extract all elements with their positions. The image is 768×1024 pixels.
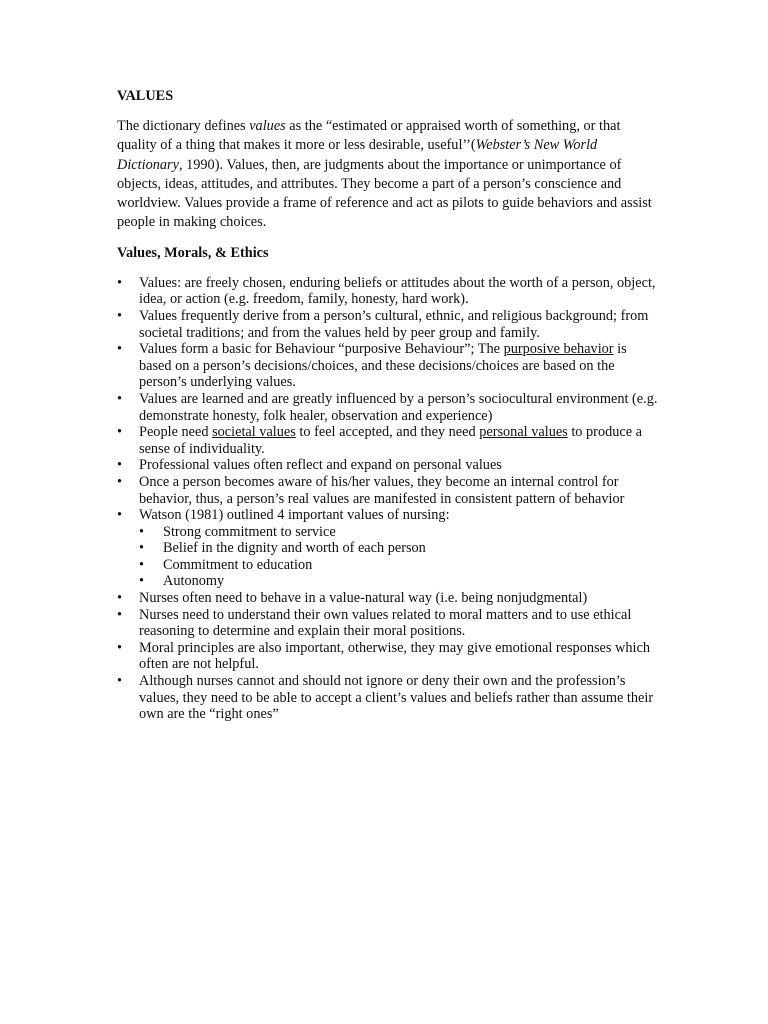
intro-text-2: as the “estimated or appraised worth of something, or that quality of a thing that makes it more or less desirable, useful’’( [117, 118, 621, 154]
bullet-item: • Once a person becomes aware of his/her values, they become an internal control for behavior, thus, a person’s real values are manifested in consistent pattern of behavior [117, 474, 658, 507]
sub-bullet-item: • Autonomy [139, 573, 658, 590]
bullet-item: • Values: are freely chosen, enduring beliefs or attitudes about the worth of a person, object, idea, or action (e.g. freedom, family, honesty, hard work). [117, 275, 658, 308]
bullet-text: People need [139, 424, 213, 441]
bullet-item [117, 507, 658, 590]
bullet-item [117, 424, 658, 457]
underlined-term: societal values [212, 424, 296, 441]
sub-bullet-item: • Belief in the dignity and worth of each person [139, 540, 658, 557]
bullet-item: • Nurses need to understand their own values related to moral matters and to use ethical reasoning to determine and explain their moral positions. [117, 607, 658, 640]
bullet-text: to produce a sense of individuality. [139, 424, 643, 457]
intro-paragraph [117, 117, 658, 233]
bullet-item: • Professional values often reflect and expand on personal values [117, 457, 658, 474]
bullet-item: • Nurses often need to behave in a value-natural way (i.e. being nonjudgmental) [117, 590, 658, 607]
bullet-text: Values form a basic for Behaviour “purposive Behaviour”; The [139, 341, 504, 358]
bullet-item: • Although nurses cannot and should not ignore or deny their own and the profession’s values, they need to be able to accept a client’s values and beliefs rather than assume their own are the “right ones” [117, 673, 658, 723]
bullet-item [117, 341, 658, 391]
bullet-text: Watson (1981) outlined 4 important values of nursing: [139, 507, 450, 524]
underlined-term: personal values [479, 424, 568, 441]
bullet-list [117, 275, 658, 723]
underlined-term: purposive behavior [503, 341, 614, 358]
intro-italic-citation: Webster’s New World Dictionary [117, 137, 598, 173]
sub-bullet-item: • Commitment to education [139, 557, 658, 574]
bullet-item: • Values frequently derive from a person’s cultural, ethnic, and religious background; from societal traditions; and from the values held by peer group and family. [117, 308, 658, 341]
sub-bullet-list [139, 524, 658, 590]
bullet-text: is based on a person’s decisions/choices, and these decisions/choices are based on the person’s underlying values. [139, 341, 627, 391]
document-title: VALUES [117, 88, 174, 104]
section-heading: Values, Morals, & Ethics [117, 244, 269, 261]
intro-text-3: , 1990). Values, then, are judgments about the importance or unimportance of objects, ideas, attitudes, and attributes. They become a part of a person’s conscience and worldview. Values provide a frame of reference and act as pilots to guide behaviors and assist people in making choices. [117, 156, 652, 231]
sub-bullet-item: • Strong commitment to service [139, 524, 658, 541]
bullet-item: • Values are learned and are greatly influenced by a person’s sociocultural environment (e.g. demonstrate honesty, folk healer, observation and experience) [117, 391, 658, 424]
bullet-text: to feel accepted, and they need [295, 424, 480, 441]
bullet-item: • Moral principles are also important, otherwise, they may give emotional responses which often are not helpful. [117, 640, 658, 673]
intro-text-1: The dictionary defines [117, 118, 250, 134]
intro-italic-values: values [249, 118, 286, 134]
